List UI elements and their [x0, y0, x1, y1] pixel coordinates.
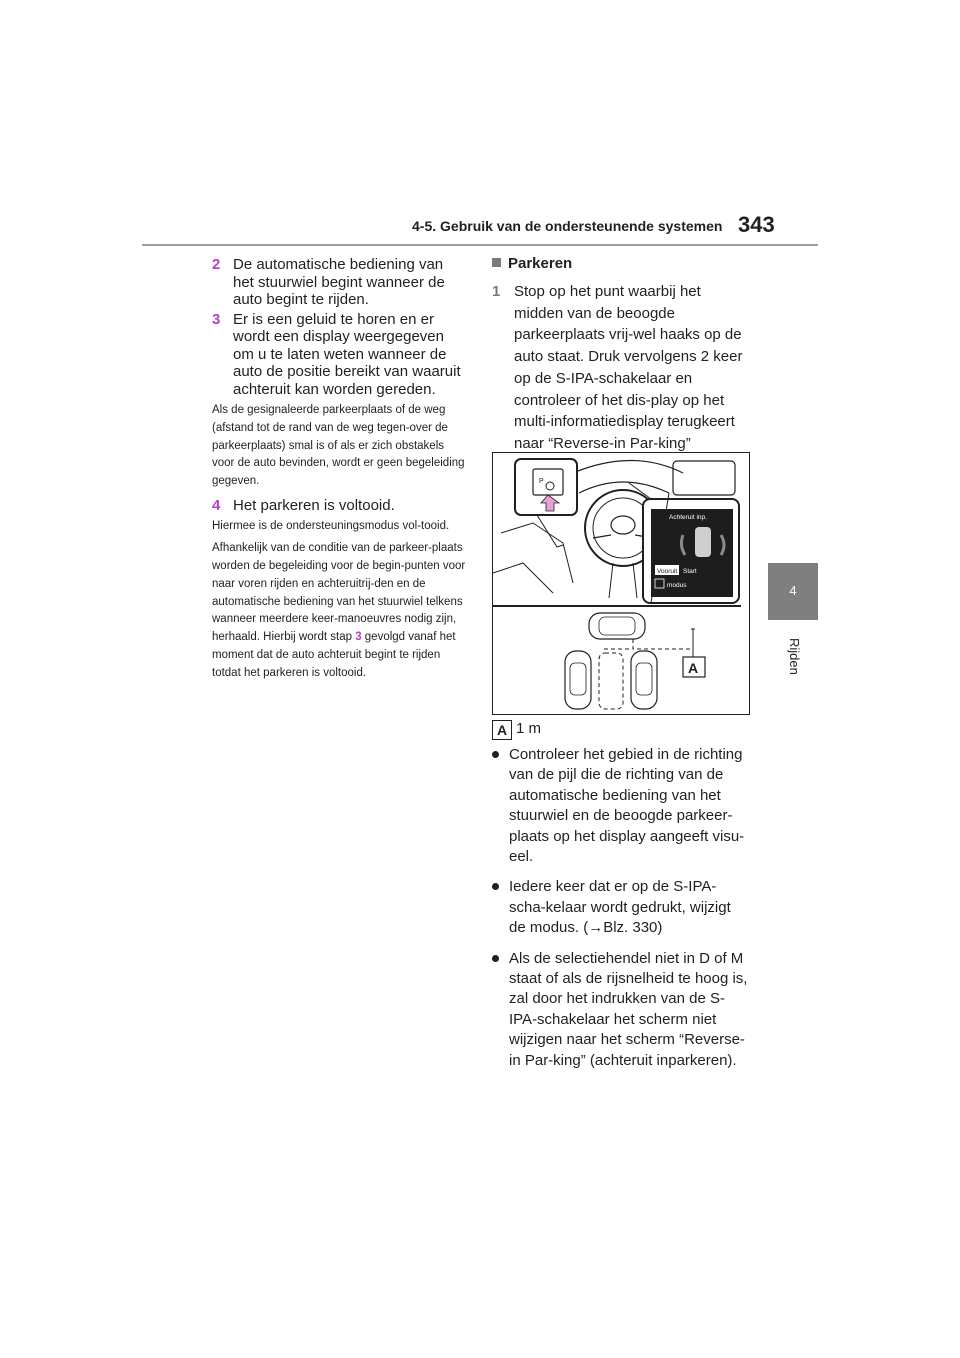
- bullet-icon: [492, 751, 499, 758]
- switch-letter: P: [539, 478, 544, 485]
- step-text: Stop op het punt waarbij het midden van de beoogde parkeerplaats vrij-wel haaks op de auto staat. Druk vervolgens 2 keer op de S-IPA-schakelaar en controleer of het dis-play op het multi-informatiedisplay terugkeert naar “Reverse-in Par-king”: [514, 283, 743, 452]
- display-forward-button: Vooruit: [657, 568, 678, 575]
- list-item: [492, 745, 750, 867]
- chapter-label: Rijden: [787, 638, 802, 675]
- left-column: [212, 256, 466, 685]
- chapter-label-wrap: [780, 638, 808, 678]
- figure-caption: [492, 720, 541, 740]
- bullet-text: Als de selectiehendel niet in D of M staat of als de rijsnelheid te hoog is, zal door het indrukken van de S-IPA-schakelaar het scherm niet wijzigen naar het scherm “Reverse-in Par-king” (achteruit inparkeren).: [509, 949, 748, 1069]
- note-mode-finished: Hiermee is de ondersteuningsmodus vol-tooid.: [212, 520, 450, 533]
- note-no-guidance: Als de gesignaleerde parkeerplaats of de weg (afstand tot de rand van de weg tegen-over de parkeerplaats) smal is of als er zich obstakels voor de auto bevinden, wordt er geen begeleiding gegeven.: [212, 404, 465, 488]
- step-text: De automatische bediening van het stuurwiel begint wanneer de auto begint te rijden.: [233, 256, 445, 308]
- chapter-tab[interactable]: [768, 563, 818, 620]
- illustration-svg: [493, 453, 749, 714]
- page-number: 343: [738, 212, 775, 237]
- step-number: 1: [492, 283, 501, 300]
- list-item: [492, 949, 750, 1071]
- step-text: Er is een geluid te horen en er wordt een display weergegeven om u te laten weten wanneer de auto de positie bereikt van waaruit achteruit kan worden gereden.: [233, 310, 461, 398]
- caption-text: 1 m: [516, 720, 542, 737]
- bullet-text: Iedere keer dat er op de S-IPA-scha-kelaar wordt gedrukt, wijzigt de modus. (→Blz. 330): [509, 878, 731, 937]
- right-column: [492, 254, 750, 476]
- step-1: [492, 281, 750, 476]
- step-reference: 3: [355, 631, 362, 644]
- step-4: [212, 497, 466, 515]
- bullet-icon: [492, 883, 499, 890]
- note-text: gevolgd vanaf het moment dat de auto achteruit begint te rijden totdat het parkeren is voltooid.: [212, 631, 456, 679]
- step-number: 3: [212, 310, 221, 328]
- section-title: 4-5. Gebruik van de ondersteunende systemen: [412, 218, 723, 234]
- step-text: Het parkeren is voltooid.: [233, 496, 395, 514]
- step-number: 2: [212, 256, 221, 273]
- callout-a: A: [688, 660, 699, 676]
- list-item: [492, 877, 750, 938]
- bullet-text: Controleer het gebied in de richting van de pijl die de richting van de automatische bediening van het stuurwiel en de beoogde parkeer-plaats op het display aangeeft visu-eel.: [509, 746, 745, 866]
- caption-label: A: [492, 720, 512, 740]
- section-heading: [492, 254, 750, 273]
- note-repeat-guidance: [212, 540, 466, 682]
- display-mode-button: modus: [667, 582, 687, 589]
- note-text: Afhankelijk van de conditie van de parkeer-plaats worden de begeleiding voor de begin-punten voor naar voren rijden en achteruitrij-den en de automatische bediening van het stuurwiel telkens wanneer meerdere keer-manoeuvres nodig zijn, herhaald. Hierbij wordt stap: [212, 542, 466, 644]
- section-heading-text: Parkeren: [508, 255, 573, 272]
- display-start-button: Start: [683, 568, 697, 575]
- step-number: 4: [212, 496, 221, 514]
- bullet-icon: [492, 955, 499, 962]
- display-title: Achteruit inp.: [669, 514, 707, 521]
- square-bullet-icon: [492, 258, 501, 267]
- step-2: [212, 256, 466, 309]
- header-divider: [142, 244, 818, 246]
- step-3: [212, 311, 466, 399]
- parking-illustration: [492, 452, 750, 715]
- chapter-number: 4: [789, 583, 797, 598]
- bullet-list: [492, 745, 750, 1081]
